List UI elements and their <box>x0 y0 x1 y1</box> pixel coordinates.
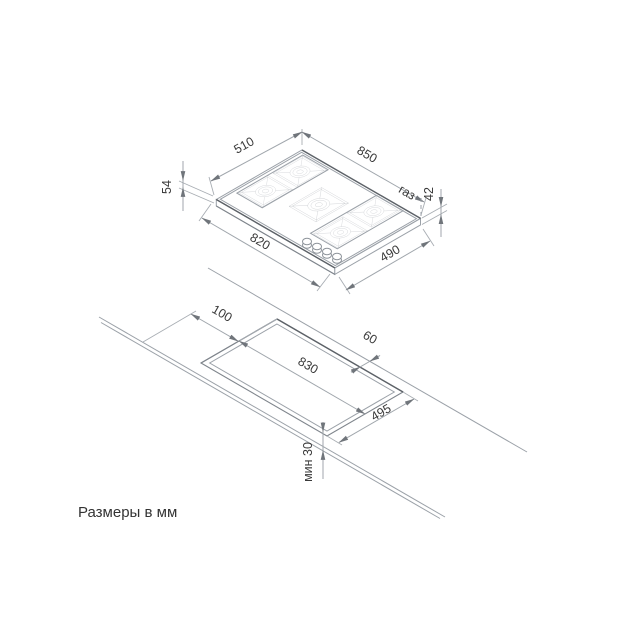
cutout-back-edge <box>277 319 403 392</box>
dim-label-42: 42 <box>422 187 436 201</box>
dim-label-850: 850 <box>354 143 380 166</box>
worktop-back-edge <box>208 268 527 452</box>
dimensions-note: Размеры в мм <box>78 504 178 521</box>
dim-label-510: 510 <box>231 134 257 157</box>
burner-back-left <box>273 156 327 187</box>
dim-label-490: 490 <box>377 242 403 265</box>
worktop-installation-view <box>99 268 527 519</box>
burner-back-right <box>347 196 401 227</box>
dim-label-495: 495 <box>368 401 394 424</box>
dim-label-min-30: мин 30 <box>301 442 315 482</box>
burner-front-right <box>313 217 367 248</box>
dim-label-54: 54 <box>160 180 174 194</box>
dim-label-60: 60 <box>360 327 380 348</box>
hob-front-right-face <box>335 218 421 274</box>
knob <box>313 243 322 253</box>
knob <box>303 238 312 248</box>
knob <box>333 253 342 263</box>
burner-front-left <box>238 175 292 206</box>
dim-label-100: 100 <box>209 302 235 325</box>
dim-label-830: 830 <box>295 354 321 377</box>
worktop-front-edge-top <box>99 317 445 517</box>
knob <box>323 248 332 258</box>
gas-label: газ <box>396 182 418 203</box>
worktop-front-edge-bottom <box>101 323 440 519</box>
dim-label-820: 820 <box>247 230 273 253</box>
